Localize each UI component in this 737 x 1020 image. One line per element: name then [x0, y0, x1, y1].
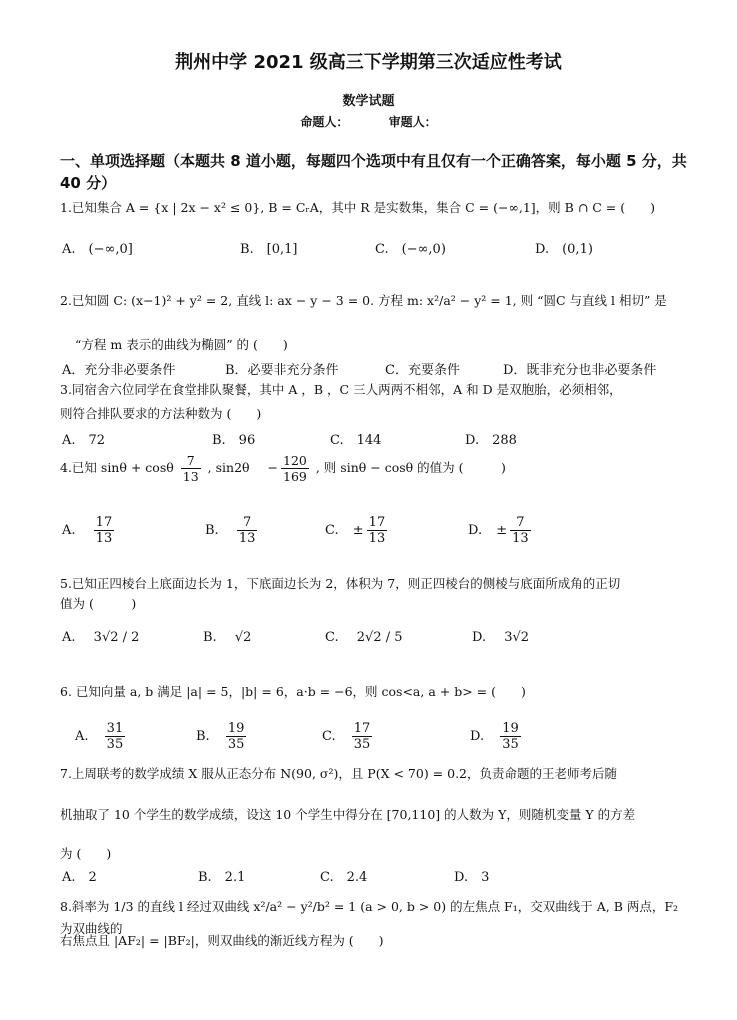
question-3-option-a: A. 72: [62, 433, 106, 448]
question-5-option-b: B. √2: [203, 630, 252, 645]
question-1-stem: 1.已知集合 A = {x | 2x − x² ≤ 0}, B = CᵣA，其中 R 是实数集，集合 C = (−∞,1]，则 B ∩ C = ( ): [60, 200, 656, 215]
question-5-option-d: D. 3√2: [472, 630, 530, 645]
question-3-option-b: B. 96: [212, 433, 256, 448]
question-2-stem: 2.已知圆 C: (x−1)² + y² = 2, 直线 l: ax − y − 3 = 0. 方程 m: x²/a² − y² = 1, 则 “圆C 与直线 l 相切” 是: [60, 293, 667, 308]
question-1-option-d: D. (0,1): [535, 242, 593, 257]
question-7-stem-cont: 机抽取了 10 个学生的数学成绩，设这 10 个学生中得分在 [70,110] 的人数为 Y，则随机变量 Y 的方差: [60, 807, 636, 822]
question-1-option-b: B. [0,1]: [240, 242, 298, 257]
question-5-option-c: C. 2√2 / 5: [325, 630, 403, 645]
q4-fraction-1: $\frac{7}{13}$: [182, 453, 199, 484]
question-4-stem: 4.已知 sinθ + cosθ $\frac{7}{13}$ , sin2θ − $\frac{120}{169}$ , 则 sinθ − cosθ 的值为 ( ): [60, 453, 506, 484]
question-4-option-b: B. $\frac{7}{13}$: [205, 515, 256, 546]
question-5-stem: 5.已知正四棱台上底面边长为 1，下底面边长为 2，体积为 7，则正四棱台的侧棱与底面所成角的正切: [60, 576, 621, 591]
author-line: [0, 113, 737, 130]
exam-title: 荆州中学 2021 级高三下学期第三次适应性考试: [175, 52, 562, 73]
question-1-option-a: A. (−∞,0]: [62, 242, 133, 257]
question-8-stem: 8.斜率为 1/3 的直线 l 经过双曲线 x²/a² − y²/b² = 1 (a > 0, b > 0) 的左焦点 F₁，交双曲线于 A, B 两点，F₂ 为双曲线的: [60, 899, 679, 936]
question-5-option-a: A. 3√2 / 2: [62, 630, 140, 645]
question-7-option-c: C. 2.4: [320, 870, 368, 885]
question-2-option-b: B．必要非充分条件: [225, 363, 339, 378]
exam-subtitle: 数学试题: [342, 94, 395, 109]
q4-stem-post: , 则 sinθ − cosθ 的值为 ( ): [315, 460, 506, 475]
section-heading: 一、单项选择题（本题共 8 道小题，每题四个选项中有且仅有一个正确答案，每小题 5 分，共 40 分）: [60, 152, 687, 192]
question-7-option-a: A. 2: [62, 870, 97, 885]
question-1-option-c: C. (−∞,0): [375, 242, 446, 257]
question-7-stem-cont2: 为 ( ): [60, 846, 112, 861]
question-7-option-b: B. 2.1: [198, 870, 246, 885]
question-2-option-d: D．既非充分也非必要条件: [503, 363, 657, 378]
question-2-option-a: A．充分非必要条件: [62, 363, 176, 378]
q4-fraction-2: $\frac{120}{169}$: [283, 453, 307, 484]
question-3-option-c: C. 144: [330, 433, 382, 448]
question-7-stem: 7.上周联考的数学成绩 X 服从正态分布 N(90, σ²)，且 P(X < 70) = 0.2，负责命题的王老师考后随: [60, 766, 617, 781]
question-6-option-b: B. $\frac{19}{35}$: [196, 721, 245, 752]
author-label: 命题人：: [300, 115, 349, 129]
question-4-option-c: C. ± $\frac{17}{13}$: [325, 515, 386, 546]
question-5-stem-cont: 值为 ( ): [60, 596, 137, 611]
question-2-stem-cont: “方程 m 表示的曲线为椭圆” 的 ( ): [75, 337, 288, 352]
question-3-stem-cont: 则符合排队要求的方法种数为 ( ): [60, 406, 262, 421]
question-2-option-c: C．充要条件: [385, 363, 460, 378]
question-3-option-d: D. 288: [465, 433, 517, 448]
question-6-option-d: D. $\frac{19}{35}$: [470, 721, 519, 752]
question-6-stem: 6. 已知向量 a, b 满足 |a| = 5，|b| = 6，a·b = −6，则 cos<a, a + b> = ( ): [60, 684, 526, 699]
question-8-stem-cont: 右焦点且 |AF₂| = |BF₂|，则双曲线的渐近线方程为 ( ): [60, 933, 384, 948]
question-6-option-c: C. $\frac{17}{35}$: [322, 721, 371, 752]
q4-stem-mid: , sin2θ: [207, 460, 250, 475]
question-7-option-d: D. 3: [454, 870, 490, 885]
reviewer-label: 审题人：: [388, 115, 437, 129]
question-4-option-a: A. $\frac{17}{13}$: [62, 515, 113, 546]
q4-stem-pre: 4.已知 sinθ + cosθ: [60, 460, 174, 475]
question-4-option-d: D. ± $\frac{7}{13}$: [468, 515, 529, 546]
question-3-stem: 3.同宿舍六位同学在食堂排队聚餐，其中 A ，B ，C 三人两两不相邻，A 和 D 是双胞胎，必须相邻，: [60, 382, 622, 397]
question-6-option-a: A. $\frac{31}{35}$: [75, 721, 124, 752]
